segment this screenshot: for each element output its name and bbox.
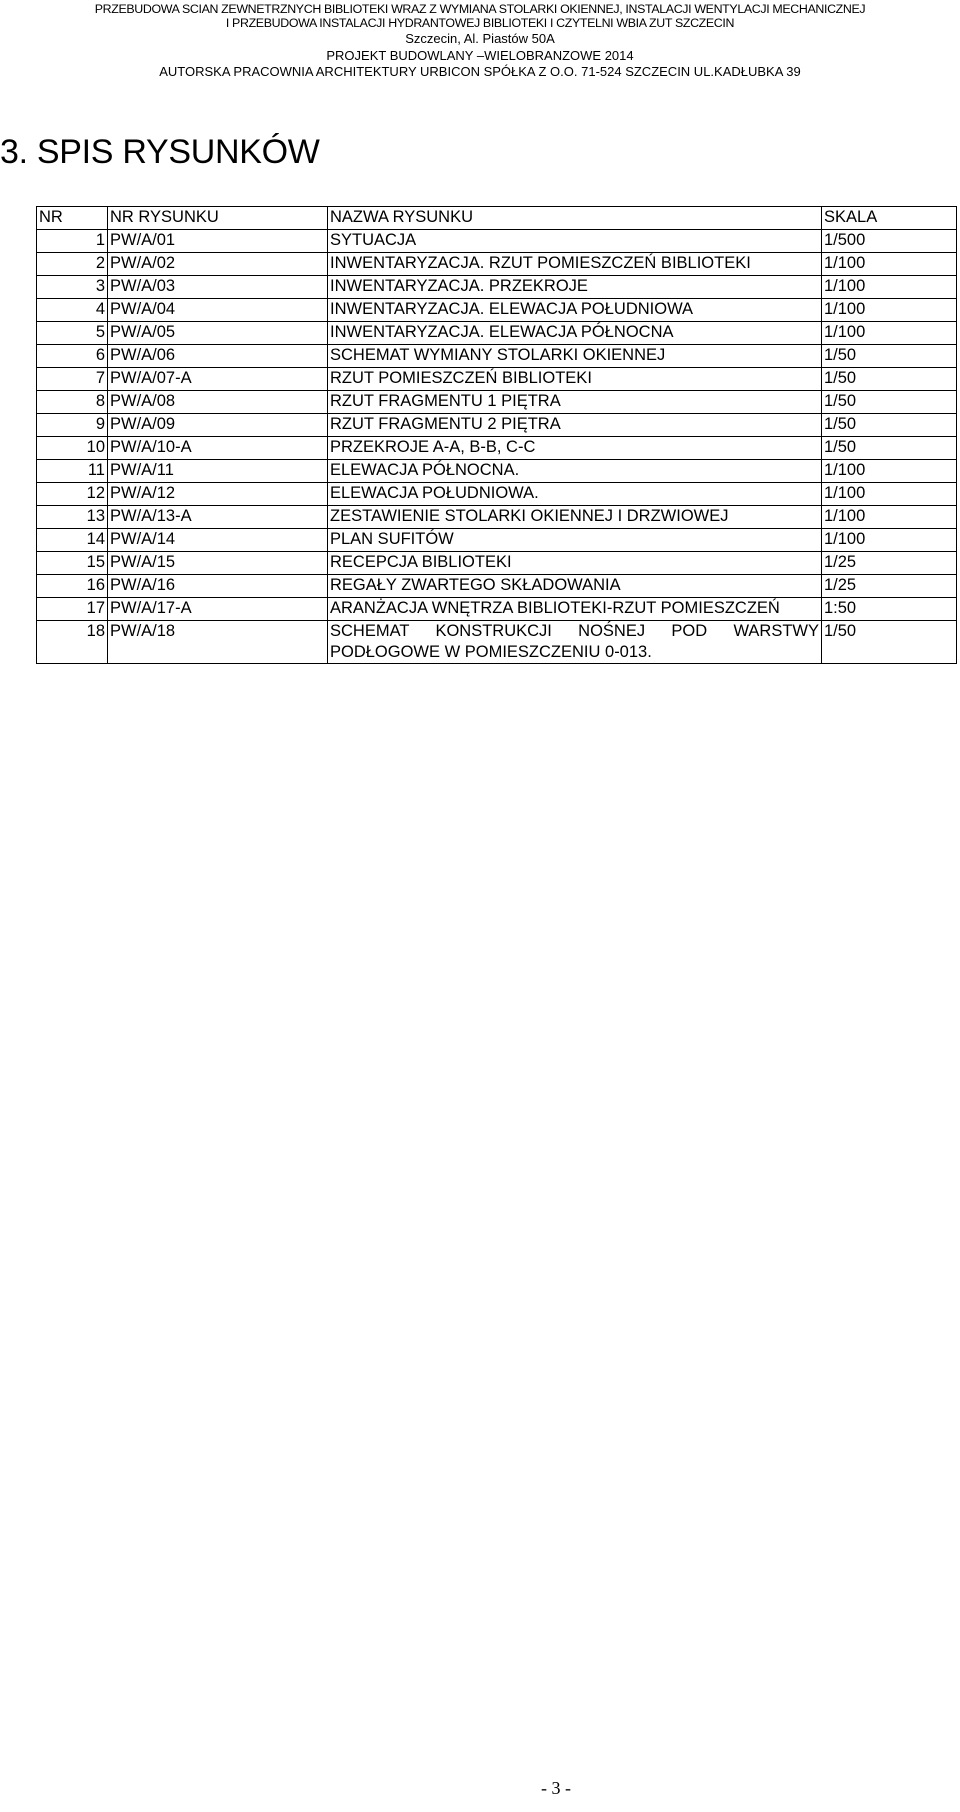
row-scale: 1/100: [822, 322, 957, 345]
row-drawing-name: INWENTARYZACJA. ELEWACJA POŁUDNIOWA: [328, 299, 822, 322]
table-row: [37, 299, 957, 322]
header-project-phase: PROJEKT BUDOWLANY –WIELOBRANZOWE 2014: [326, 48, 634, 63]
row-drawing-name: INWENTARYZACJA. PRZEKROJE: [328, 276, 822, 299]
row-scale: 1/100: [822, 483, 957, 506]
row-nr: 16: [37, 575, 108, 598]
row-scale: 1/500: [822, 230, 957, 253]
row-drawing-number: PW/A/15: [108, 552, 328, 575]
row-drawing-number: PW/A/14: [108, 529, 328, 552]
row-nr: 14: [37, 529, 108, 552]
table-row: [37, 598, 957, 621]
row-nr: 9: [37, 414, 108, 437]
row-scale: 1/50: [822, 368, 957, 391]
row-nr: 12: [37, 483, 108, 506]
row-scale: 1/100: [822, 253, 957, 276]
row-drawing-number: PW/A/18: [108, 621, 328, 664]
row-scale: 1/100: [822, 460, 957, 483]
row-scale: 1/100: [822, 529, 957, 552]
header-address: Szczecin, Al. Piastów 50A: [405, 31, 555, 46]
row-drawing-name: PRZEKROJE A-A, B-B, C-C: [328, 437, 822, 460]
table-row: [37, 253, 957, 276]
row-scale: 1/50: [822, 414, 957, 437]
row-drawing-name: SCHEMAT WYMIANY STOLARKI OKIENNEJ: [328, 345, 822, 368]
header-project-subtitle: I PRZEBUDOWA INSTALACJI HYDRANTOWEJ BIBLIOTEKI I CZYTELNI WBIA ZUT SZCZECIN: [225, 16, 735, 30]
table-row: [37, 575, 957, 598]
row-drawing-number: PW/A/17-A: [108, 598, 328, 621]
row-drawing-name: RZUT FRAGMENTU 1 PIĘTRA: [328, 391, 822, 414]
row-nr: 1: [37, 230, 108, 253]
row-drawing-name: RZUT FRAGMENTU 2 PIĘTRA: [328, 414, 822, 437]
table-row: [37, 437, 957, 460]
table-row: [37, 322, 957, 345]
row-scale: 1/50: [822, 345, 957, 368]
row-scale: 1/100: [822, 299, 957, 322]
row-drawing-number: PW/A/03: [108, 276, 328, 299]
row-nr: 18: [37, 621, 108, 664]
row-scale: 1/100: [822, 276, 957, 299]
table-header-row: [37, 207, 957, 230]
row-drawing-name: PLAN SUFITÓW: [328, 529, 822, 552]
row-drawing-number: PW/A/16: [108, 575, 328, 598]
section-title: 3. SPIS RYSUNKÓW: [0, 133, 320, 171]
row-scale: 1/50: [822, 621, 957, 664]
table-row: [37, 276, 957, 299]
header-nr: NR: [37, 207, 108, 230]
header-scale: SKALA: [822, 207, 957, 230]
row-drawing-number: PW/A/12: [108, 483, 328, 506]
row-nr: 3: [37, 276, 108, 299]
table-row: [37, 414, 957, 437]
row-nr: 2: [37, 253, 108, 276]
row-drawing-number: PW/A/07-A: [108, 368, 328, 391]
table-row: [37, 391, 957, 414]
table-row: [37, 506, 957, 529]
row-drawing-name: ZESTAWIENIE STOLARKI OKIENNEJ I DRZWIOWEJ: [328, 506, 822, 529]
row-scale: 1/25: [822, 575, 957, 598]
row-drawing-number: PW/A/02: [108, 253, 328, 276]
table-row: [37, 552, 957, 575]
row-nr: 13: [37, 506, 108, 529]
row-nr: 5: [37, 322, 108, 345]
row-drawing-number: PW/A/05: [108, 322, 328, 345]
row-drawing-number: PW/A/08: [108, 391, 328, 414]
table-row: [37, 483, 957, 506]
row-drawing-name: INWENTARYZACJA. RZUT POMIESZCZEŃ BIBLIOTEKI: [328, 253, 822, 276]
row-drawing-name: REGAŁY ZWARTEGO SKŁADOWANIA: [328, 575, 822, 598]
row-drawing-name: ELEWACJA POŁUDNIOWA.: [328, 483, 822, 506]
row-drawing-number: PW/A/04: [108, 299, 328, 322]
table-row: [37, 230, 957, 253]
table-row: [37, 621, 957, 664]
row-drawing-number: PW/A/10-A: [108, 437, 328, 460]
row-drawing-name: INWENTARYZACJA. ELEWACJA PÓŁNOCNA: [328, 322, 822, 345]
row-nr: 10: [37, 437, 108, 460]
row-drawing-number: PW/A/01: [108, 230, 328, 253]
header-drawing-name: NAZWA RYSUNKU: [328, 207, 822, 230]
row-drawing-number: PW/A/09: [108, 414, 328, 437]
row-nr: 8: [37, 391, 108, 414]
row-scale: 1/50: [822, 391, 957, 414]
header-architect: AUTORSKA PRACOWNIA ARCHITEKTURY URBICON SPÓŁKA Z O.O. 71-524 SZCZECIN UL.KADŁUBKA 39: [159, 64, 801, 79]
row-drawing-name: ELEWACJA PÓŁNOCNA.: [328, 460, 822, 483]
row-drawing-name: RZUT POMIESZCZEŃ BIBLIOTEKI: [328, 368, 822, 391]
row-drawing-name: RECEPCJA BIBLIOTEKI: [328, 552, 822, 575]
table-row: [37, 345, 957, 368]
row-drawing-number: PW/A/13-A: [108, 506, 328, 529]
row-drawing-name: SCHEMAT KONSTRUKCJI NOŚNEJ POD WARSTWY PODŁOGOWE W POMIESZCZENIU 0-013.: [328, 621, 822, 664]
row-drawing-name: SYTUACJA: [328, 230, 822, 253]
row-scale: 1/25: [822, 552, 957, 575]
row-nr: 4: [37, 299, 108, 322]
row-nr: 6: [37, 345, 108, 368]
row-drawing-name: ARANŻACJA WNĘTRZA BIBLIOTEKI-RZUT POMIESZCZEŃ: [328, 598, 822, 621]
table-row: [37, 460, 957, 483]
row-nr: 11: [37, 460, 108, 483]
page-number: - 3 -: [541, 1778, 571, 1798]
table-row: [37, 368, 957, 391]
row-scale: 1:50: [822, 598, 957, 621]
table-body: [37, 230, 957, 664]
drawings-table: [36, 206, 957, 664]
row-nr: 15: [37, 552, 108, 575]
row-scale: 1/100: [822, 506, 957, 529]
row-nr: 7: [37, 368, 108, 391]
table-row: [37, 529, 957, 552]
row-scale: 1/50: [822, 437, 957, 460]
row-drawing-number: PW/A/11: [108, 460, 328, 483]
row-nr: 17: [37, 598, 108, 621]
header-drawing-number: NR RYSUNKU: [108, 207, 328, 230]
row-drawing-number: PW/A/06: [108, 345, 328, 368]
header-project-title: PRZEBUDOWA SCIAN ZEWNETRZNYCH BIBLIOTEKI WRAZ Z WYMIANA STOLARKI OKIENNEJ, INSTALACJI WENTYLACJI MECHANICZNEJ: [94, 2, 866, 16]
